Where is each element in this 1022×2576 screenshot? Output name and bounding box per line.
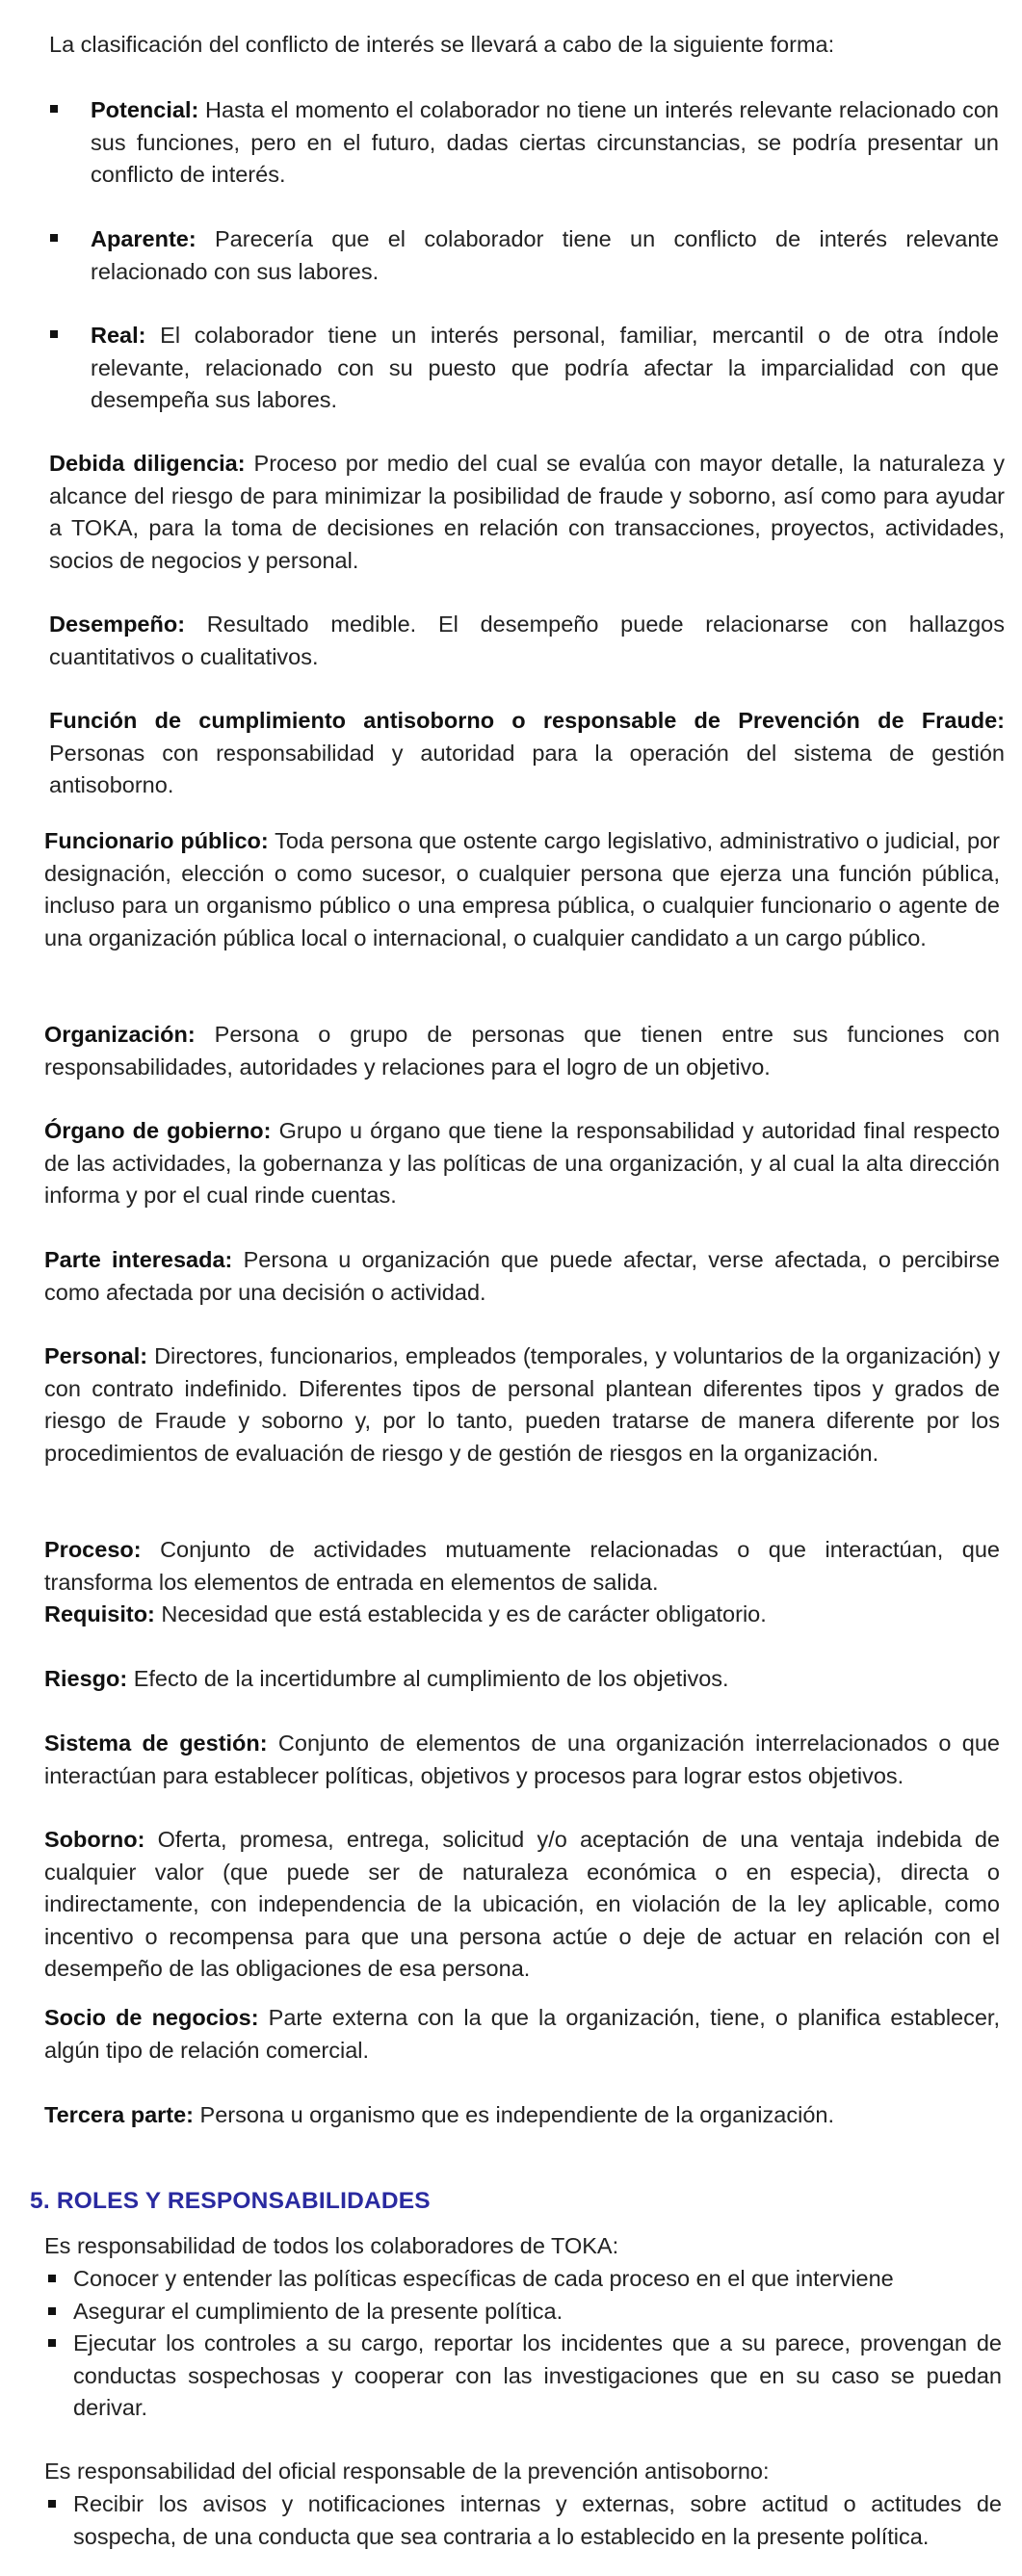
definition-parte-interesada — [44, 1244, 1000, 1309]
conflict-type-text — [91, 320, 999, 417]
conflict-type-aparente — [49, 223, 999, 288]
officer-intro: Es responsabilidad del oficial responsable de la prevención antisoborno: — [44, 2459, 770, 2484]
definition-term: Riesgo: — [44, 1666, 128, 1691]
definition-riesgo — [44, 1663, 1000, 1696]
definition-funcionario-publico — [44, 825, 1000, 954]
bullet-square-icon — [49, 94, 91, 192]
list-item — [44, 2296, 1002, 2329]
definition-term: Tercera parte: — [44, 2102, 194, 2127]
definition-sistema-gestion — [44, 1728, 1000, 1792]
collaborators-list — [44, 2263, 1002, 2425]
definition-text: Parte externa con la que la organización, tiene, o planifica establecer, algún tipo de relación comercial. — [44, 2005, 1000, 2063]
definition-organo-gobierno — [44, 1115, 1000, 1212]
conflict-type-text — [91, 223, 999, 288]
conflict-type-term: Potencial: — [91, 97, 199, 122]
list-item — [44, 2263, 1002, 2296]
definition-term: Función de cumplimiento antisoborno o responsable de Prevención de Fraude: — [49, 708, 1005, 733]
definition-term: Debida diligencia: — [49, 451, 246, 476]
definition-desempeno — [49, 609, 1005, 673]
definition-proceso — [44, 1534, 1000, 1599]
conflict-type-potencial — [49, 94, 999, 192]
definition-text: Efecto de la incertidumbre al cumplimiento de los objetivos. — [127, 1666, 729, 1691]
list-item — [44, 2488, 1002, 2553]
definition-text: Resultado medible. El desempeño puede relacionarse con hallazgos cuantitativos o cualitativos. — [49, 611, 1005, 669]
bullet-square-icon — [44, 2263, 73, 2296]
definition-term: Sistema de gestión: — [44, 1730, 268, 1756]
definition-term: Organización: — [44, 1022, 196, 1047]
definition-term: Desempeño: — [49, 611, 186, 637]
conflict-type-description: Hasta el momento el colaborador no tiene un interés relevante relacionado con sus funciones, pero en el futuro, dadas ciertas circunstancias, se podría presentar un conflicto de interés. — [91, 97, 999, 187]
conflict-type-description: El colaborador tiene un interés personal, familiar, mercantil o de otra índole relevante, relacionado con su puesto que podría afectar la imparcialidad con que desempeña sus labores. — [91, 323, 999, 412]
conflict-type-term: Aparente: — [91, 226, 197, 251]
definition-tercera-parte — [44, 2099, 1000, 2132]
bullet-square-icon — [49, 223, 91, 288]
list-item — [44, 2328, 1002, 2425]
definition-term: Personal: — [44, 1343, 148, 1368]
list-item-text: Ejecutar los controles a su cargo, reportar los incidentes que a su parece, provengan de conductas sospechosas y cooperar con las investigaciones que en su caso se puedan derivar. — [73, 2330, 1002, 2420]
list-item-text: Asegurar el cumplimiento de la presente política. — [73, 2298, 563, 2324]
definition-term: Órgano de gobierno: — [44, 1118, 272, 1143]
definition-term: Socio de negocios: — [44, 2005, 259, 2030]
definition-socio-negocios — [44, 2002, 1000, 2067]
definition-term: Funcionario público: — [44, 828, 269, 853]
bullet-square-icon — [49, 320, 91, 417]
definition-text: Necesidad que está establecida y es de carácter obligatorio. — [154, 1601, 767, 1626]
section-heading: 5. ROLES Y RESPONSABILIDADES — [30, 2188, 431, 2215]
definition-personal — [44, 1340, 1000, 1470]
conflict-type-term: Real: — [91, 323, 146, 348]
bullet-square-icon — [44, 2328, 73, 2425]
definition-term: Soborno: — [44, 1827, 145, 1852]
definition-funcion-cumplimiento — [49, 705, 1005, 802]
definition-debida-diligencia — [49, 448, 1005, 577]
list-item-text: Recibir los avisos y notificaciones internas y externas, sobre actitud o actitudes de sospecha, de una conducta que sea contraria a lo establecido en la presente política. — [73, 2491, 1002, 2549]
definition-term: Requisito: — [44, 1601, 155, 1626]
definition-text: Persona u organización que puede afectar, verse afectada, o percibirse como afectada por una decisión o actividad. — [44, 1247, 1000, 1305]
definition-text: Proceso por medio del cual se evalúa con mayor detalle, la naturaleza y alcance del riesgo de para minimizar la posibilidad de fraude y soborno, así como para ayudar a TOKA, para la toma de decisiones en relación con transacciones, proyectos, actividades, socios de negocios y personal. — [49, 451, 1005, 573]
conflict-type-text — [91, 94, 999, 192]
definition-text: Persona o grupo de personas que tienen entre sus funciones con responsabilidades, autoridades y relaciones para el logro de un objetivo. — [44, 1022, 1000, 1080]
definition-requisito — [44, 1599, 1000, 1631]
bullet-square-icon — [44, 2488, 73, 2553]
list-item-text: Conocer y entender las políticas específicas de cada proceso en el que interviene — [73, 2266, 894, 2291]
definition-text: Conjunto de actividades mutuamente relacionadas o que interactúan, que transforma los elementos de entrada en elementos de salida. — [44, 1537, 1000, 1595]
classification-intro: La clasificación del conflicto de interés se llevará a cabo de la siguiente forma: — [49, 32, 835, 57]
definition-text: Toda persona que ostente cargo legislativo, administrativo o judicial, por designación, elección o como sucesor, o cualquier persona que ejerza una función pública, incluso para un organismo público o una empresa pública, o cualquier funcionario o agente de una organización pública local o internacional, o cualquier candidato a un cargo público. — [44, 828, 1000, 950]
definition-text: Directores, funcionarios, empleados (temporales, y voluntarios de la organización) y con contrato indefinido. Diferentes tipos de personal plantean diferentes tipos y grados de riesgo de Fraude y soborno y, por lo tanto, pueden tratarse de manera diferente por los procedimientos de evaluación de riesgo y de gestión de riesgos en la organización. — [44, 1343, 1000, 1466]
definition-text: Conjunto de elementos de una organización interrelacionados o que interactúan para establecer políticas, objetivos y procesos para lograr estos objetivos. — [44, 1730, 1000, 1788]
definition-soborno — [44, 1824, 1000, 1986]
definition-text: Oferta, promesa, entrega, solicitud y/o aceptación de una ventaja indebida de cualquier valor (que puede ser de naturaleza económica o en especia), directa o indirectamente, con independencia de la ubicación, en violación de la ley aplicable, como incentivo o recompensa para que una persona actúe o deje de actuar en relación con el desempeño de las obligaciones de esa persona. — [44, 1827, 1000, 1981]
definition-text: Personas con responsabilidad y autoridad para la operación del sistema de gestión antisoborno. — [49, 740, 1005, 797]
collaborators-intro: Es responsabilidad de todos los colaboradores de TOKA: — [44, 2233, 619, 2258]
definition-text: Grupo u órgano que tiene la responsabilidad y autoridad final respecto de las actividades, la gobernanza y las políticas de una organización, y al cual la alta dirección informa y por el cual rinde cuentas. — [44, 1118, 1001, 1208]
conflict-type-description: Parecería que el colaborador tiene un conflicto de interés relevante relacionado con sus labores. — [91, 226, 999, 284]
officer-list — [44, 2488, 1002, 2553]
definition-term: Parte interesada: — [44, 1247, 233, 1272]
definition-organizacion — [44, 1019, 1000, 1083]
definition-text: Persona u organismo que es independiente de la organización. — [194, 2102, 834, 2127]
conflict-type-real — [49, 320, 999, 417]
bullet-square-icon — [44, 2296, 73, 2329]
definition-term: Proceso: — [44, 1537, 142, 1562]
